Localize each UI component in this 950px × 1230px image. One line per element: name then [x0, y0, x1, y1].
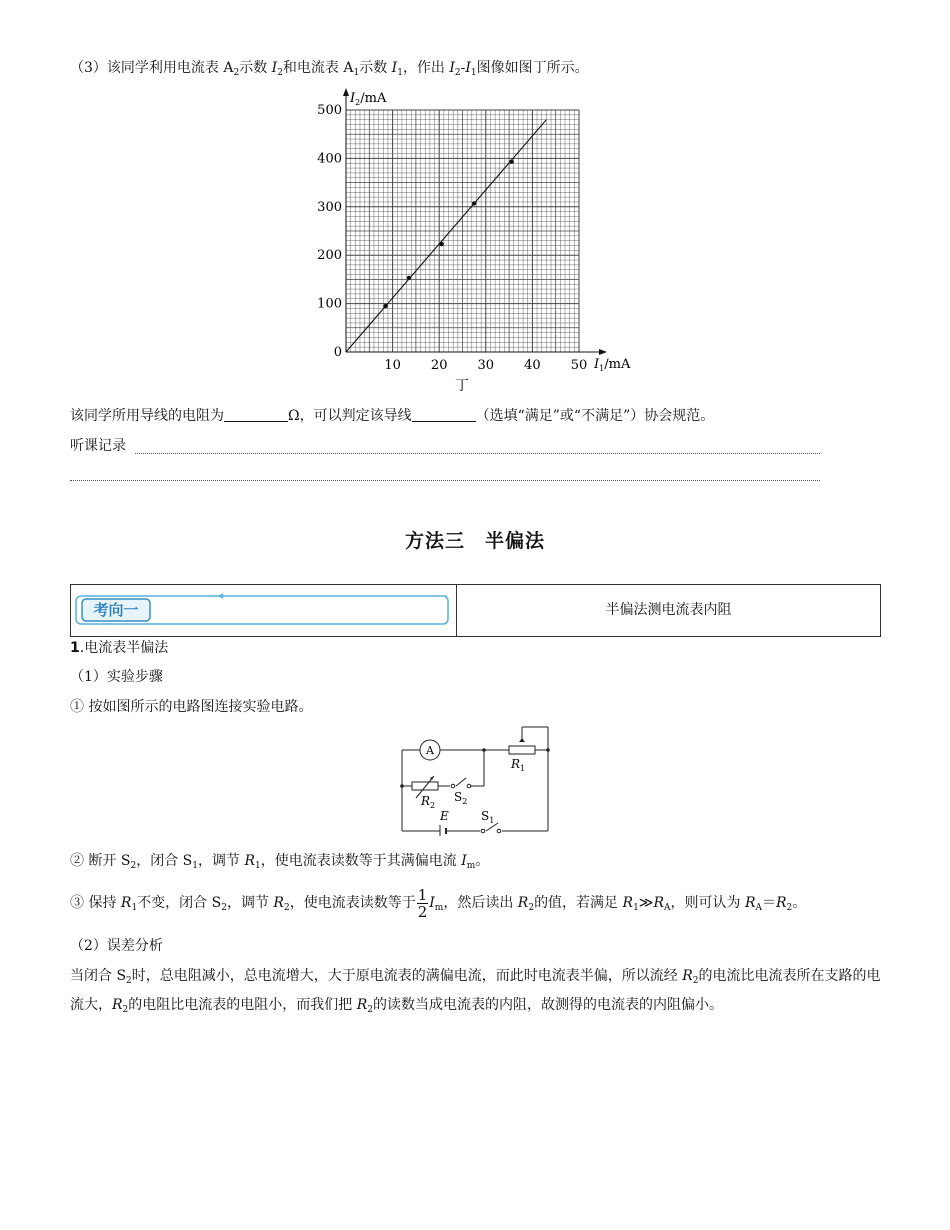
resistance-blank[interactable]	[224, 407, 288, 422]
svg-text:E: E	[440, 809, 449, 823]
answer-line: 该同学所用导线的电阻为 Ω，可以判定该导线 （选填“满足”或“不满足”）协会规范。	[70, 408, 715, 424]
i2-i1-graph	[300, 84, 660, 400]
y-tick-label: 300	[317, 199, 342, 215]
notes-line-2	[70, 480, 820, 481]
y-axis-arrow	[343, 88, 349, 96]
svg-text:考向一: 考向一	[93, 601, 139, 619]
q3-statement: （3）该同学利用电流表 $A_2$示数 $I_2$和电流表 $A_1$示数 $I_1$，作出 $I_2-I_1$图像如图丁所示。	[70, 60, 589, 78]
y-tick-label: 200	[317, 248, 342, 264]
x-tick-label: 30	[477, 358, 495, 373]
x-tick-label: 10	[384, 358, 401, 373]
section-title: 方法三 半偏法	[404, 530, 545, 552]
x-tick-label: 40	[524, 358, 541, 373]
y-tick-label: 0	[333, 345, 342, 360]
x-axis-arrow	[599, 349, 607, 355]
error-analysis: 当闭合 $S_2$时，总电阻减小，总电流增大，大于原电流表的满偏电流，而此时电流表半偏，所以流经 $R_2$的电流比电流表所在支路的电流大，$R_2$的电阻比电流表的电阻小，而我们把 $R_2$的读数当成电流表的内阻，故测得的电流表的内阻偏小。	[70, 968, 881, 1015]
notes-label: 听课记录	[70, 438, 126, 454]
svg-text:S1: $S_1$	[481, 809, 495, 825]
step-1: ① 按如图所示的电路图连接实验电路。	[70, 699, 313, 715]
judgement-blank[interactable]	[412, 407, 476, 422]
circuit-diagram	[394, 722, 558, 836]
chart-grid	[346, 110, 579, 352]
x-tick-label: 20	[430, 358, 448, 373]
chart-caption: 丁	[455, 378, 469, 394]
error-title: （2）误差分析	[70, 938, 163, 954]
svg-text:R2: $R_2$	[421, 794, 436, 810]
data-point	[407, 276, 411, 280]
data-point	[472, 201, 476, 205]
data-point	[439, 242, 443, 246]
y-axis-label: $I_2/mA$	[350, 91, 387, 107]
kaoxiang-badge	[75, 593, 451, 627]
step-3: ③ 保持 $R_1$不变，闭合 $S_2$，调节 $R_2$，使电流表读数等于 $\frac{1}{2}$ $I_m$，然后读出 $R_2$的值，若满足 $R_1≫R_A$，则可认为 $R_A=R_2$。	[70, 885, 807, 921]
one-half-fraction: $\frac{1}{2}$	[417, 885, 428, 921]
kaoxiang-heading: 半偏法测电流表内阻	[605, 602, 732, 618]
x-axis-label: $I_1/mA$	[594, 357, 631, 373]
y-tick-label: 500	[317, 103, 342, 118]
x-tick-label: 50	[570, 358, 588, 373]
method-heading: 1.电流表半偏法	[70, 640, 169, 656]
svg-text:S2: $S_2$	[454, 790, 468, 806]
data-point	[383, 304, 387, 308]
y-tick-label: 400	[317, 151, 342, 167]
notes-line-1	[135, 453, 820, 454]
data-point	[509, 160, 513, 164]
y-tick-label: 100	[317, 296, 342, 312]
svg-text:A: A	[426, 744, 434, 757]
step-title: （1）实验步骤	[70, 669, 163, 685]
svg-text:R1: $R_1$	[511, 757, 526, 773]
step-2: ② 断开 $S_2$，闭合 $S_1$，调节 $R_1$，使电流表读数等于其满偏电流 $I_m$。	[70, 853, 490, 871]
kaoxiang-box	[70, 584, 881, 637]
